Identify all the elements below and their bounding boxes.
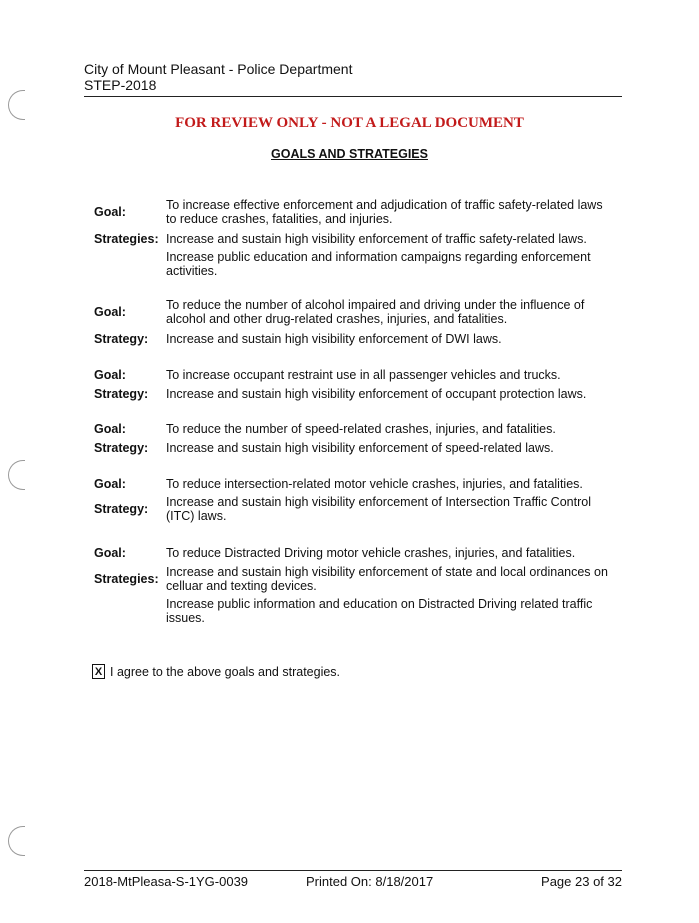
agreement-text: I agree to the above goals and strategies. <box>110 664 341 679</box>
goal-row-4 <box>94 422 614 436</box>
goal-text: To reduce the number of alcohol impaired and driving under the influence of alcohol and other drug-related crashes, injuries, and fatalities. <box>166 298 585 326</box>
strategy-text: Increase and sustain high visibility enforcement of traffic safety-related laws. <box>166 232 587 246</box>
strategies-label: Strategies: <box>94 232 159 246</box>
strategy-label: Strategy: <box>94 441 149 455</box>
header-program: STEP-2018 <box>84 77 157 93</box>
footer-doc-id: 2018-MtPleasa-S-1YG-0039 <box>84 874 249 889</box>
strategy-text: Increase public education and information campaigns regarding enforcement activities. <box>166 250 591 278</box>
goal-text: To reduce intersection-related motor vehicle crashes, injuries, and fatalities. <box>166 477 583 491</box>
goal-row-1 <box>94 198 614 226</box>
strategy-row-3 <box>94 387 614 401</box>
strategies-label: Strategies: <box>94 572 159 586</box>
goal-label: Goal: <box>94 546 126 560</box>
header-org: City of Mount Pleasant - Police Department <box>84 61 353 77</box>
strategy-row-6b <box>94 597 614 625</box>
binder-hole-bottom <box>8 826 25 856</box>
goal-row-5 <box>94 477 614 491</box>
goal-row-6 <box>94 546 614 560</box>
strategy-text: Increase and sustain high visibility enforcement of speed-related laws. <box>166 441 554 455</box>
footer-printed-on: Printed On: 8/18/2017 <box>306 874 434 889</box>
strategy-text: Increase and sustain high visibility enforcement of Intersection Traffic Control (ITC) laws. <box>166 495 591 523</box>
agreement-checkbox[interactable]: X <box>92 664 105 679</box>
review-disclaimer: FOR REVIEW ONLY - NOT A LEGAL DOCUMENT <box>175 115 524 131</box>
strategy-label: Strategy: <box>94 502 149 516</box>
goal-row-3 <box>94 368 614 382</box>
goal-text: To reduce the number of speed-related crashes, injuries, and fatalities. <box>166 422 556 436</box>
agreement-row <box>92 664 340 679</box>
goal-text: To increase occupant restraint use in all passenger vehicles and trucks. <box>166 368 561 382</box>
strategy-row-5 <box>94 495 614 523</box>
strategy-label: Strategy: <box>94 332 149 346</box>
goal-label: Goal: <box>94 477 126 491</box>
goal-label: Goal: <box>94 422 126 436</box>
goal-label: Goal: <box>94 368 126 382</box>
page-header <box>84 61 622 93</box>
binder-hole-middle <box>8 460 25 490</box>
strategy-text: Increase and sustain high visibility enforcement of state and local ordinances on celluar and texting devices. <box>166 565 608 593</box>
strategy-text: Increase and sustain high visibility enforcement of DWI laws. <box>166 332 502 346</box>
strategy-text: Increase and sustain high visibility enforcement of occupant protection laws. <box>166 387 587 401</box>
strategy-row-1a <box>94 232 614 246</box>
strategy-text: Increase public information and education on Distracted Driving related traffic issues. <box>166 597 593 625</box>
goal-text: To reduce Distracted Driving motor vehicle crashes, injuries, and fatalities. <box>166 546 576 560</box>
strategy-row-4 <box>94 441 614 455</box>
strategy-label: Strategy: <box>94 387 149 401</box>
strategy-row-1b <box>94 250 614 278</box>
goal-text: To increase effective enforcement and adjudication of traffic safety-related laws to reduce crashes, fatalities, and injuries. <box>166 198 603 226</box>
goal-label: Goal: <box>94 205 126 219</box>
section-title: GOALS AND STRATEGIES <box>271 147 428 161</box>
footer-page-number: Page 23 of 32 <box>541 874 622 889</box>
header-divider <box>84 96 622 97</box>
footer-divider <box>84 870 622 871</box>
goal-label: Goal: <box>94 305 126 319</box>
strategy-row-2 <box>94 332 614 346</box>
goal-row-2 <box>94 298 614 326</box>
strategy-row-6a <box>94 565 614 593</box>
